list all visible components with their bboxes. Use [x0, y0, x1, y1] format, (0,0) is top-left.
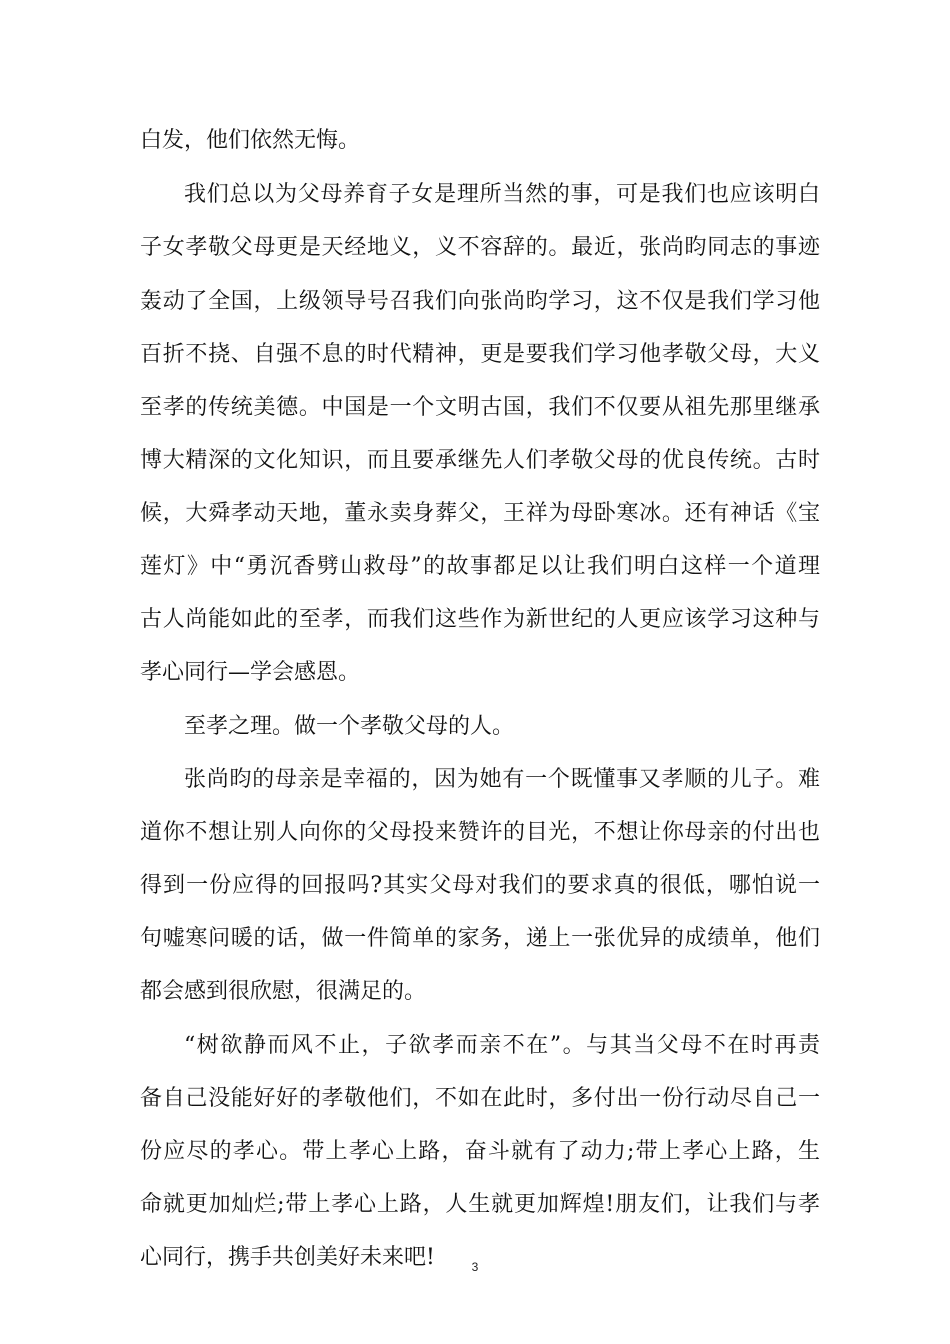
text-line: 白发，他们依然无悔。 [140, 128, 361, 153]
text-line: 我们总以为父母养育子女是理所当然的事，可是我们也应该明白 [184, 182, 820, 207]
text-line: 莲灯》中“勇沉香劈山救母”的故事都足以让我们明白这样一个道理 [140, 554, 820, 579]
page-number: 3 [471, 1260, 479, 1274]
text-line: 博大精深的文化知识，而且要承继先人们孝敬父母的优良传统。古时 [140, 448, 820, 473]
text-line: 句嘘寒问暖的话，做一件简单的家务，递上一张优异的成绩单，他们 [140, 926, 820, 951]
text-line: 张尚昀的母亲是幸福的，因为她有一个既懂事又孝顺的儿子。难 [184, 767, 820, 792]
text-line: 至孝之理。做一个孝敬父母的人。 [184, 714, 515, 739]
text-line: 备自己没能好好的孝敬他们，不如在此时，多付出一份行动尽自己一 [140, 1086, 820, 1111]
text-line: 命就更加灿烂;带上孝心上路，人生就更加辉煌!朋友们，让我们与孝 [140, 1192, 820, 1217]
text-line: 至孝的传统美德。中国是一个文明古国，我们不仅要从祖先那里继承 [140, 395, 820, 420]
text-line: 得到一份应得的回报吗?其实父母对我们的要求真的很低，哪怕说一 [140, 873, 820, 898]
text-line: 百折不挠、自强不息的时代精神，更是要我们学习他孝敬父母，大义 [140, 342, 820, 367]
text-line: “树欲静而风不止，子欲孝而亲不在”。与其当父母不在时再责 [184, 1033, 820, 1058]
text-line: 候，大舜孝动天地，董永卖身葬父，王祥为母卧寒冰。还有神话《宝 [140, 501, 820, 526]
text-line: 古人尚能如此的至孝，而我们这些作为新世纪的人更应该学习这种与 [140, 607, 820, 632]
text-line: 道你不想让别人向你的父母投来赞许的目光，不想让你母亲的付出也 [140, 820, 820, 845]
text-line: 都会感到很欣慰，很满足的。 [140, 979, 427, 1004]
text-line: 子女孝敬父母更是天经地义，义不容辞的。最近，张尚昀同志的事迹 [140, 235, 820, 260]
text-line: 轰动了全国，上级领导号召我们向张尚昀学习，这不仅是我们学习他 [140, 289, 820, 314]
text-line: 份应尽的孝心。带上孝心上路，奋斗就有了动力;带上孝心上路，生 [140, 1139, 820, 1164]
text-line: 孝心同行—学会感恩。 [140, 660, 361, 685]
text-line: 心同行，携手共创美好未来吧! [140, 1245, 435, 1270]
